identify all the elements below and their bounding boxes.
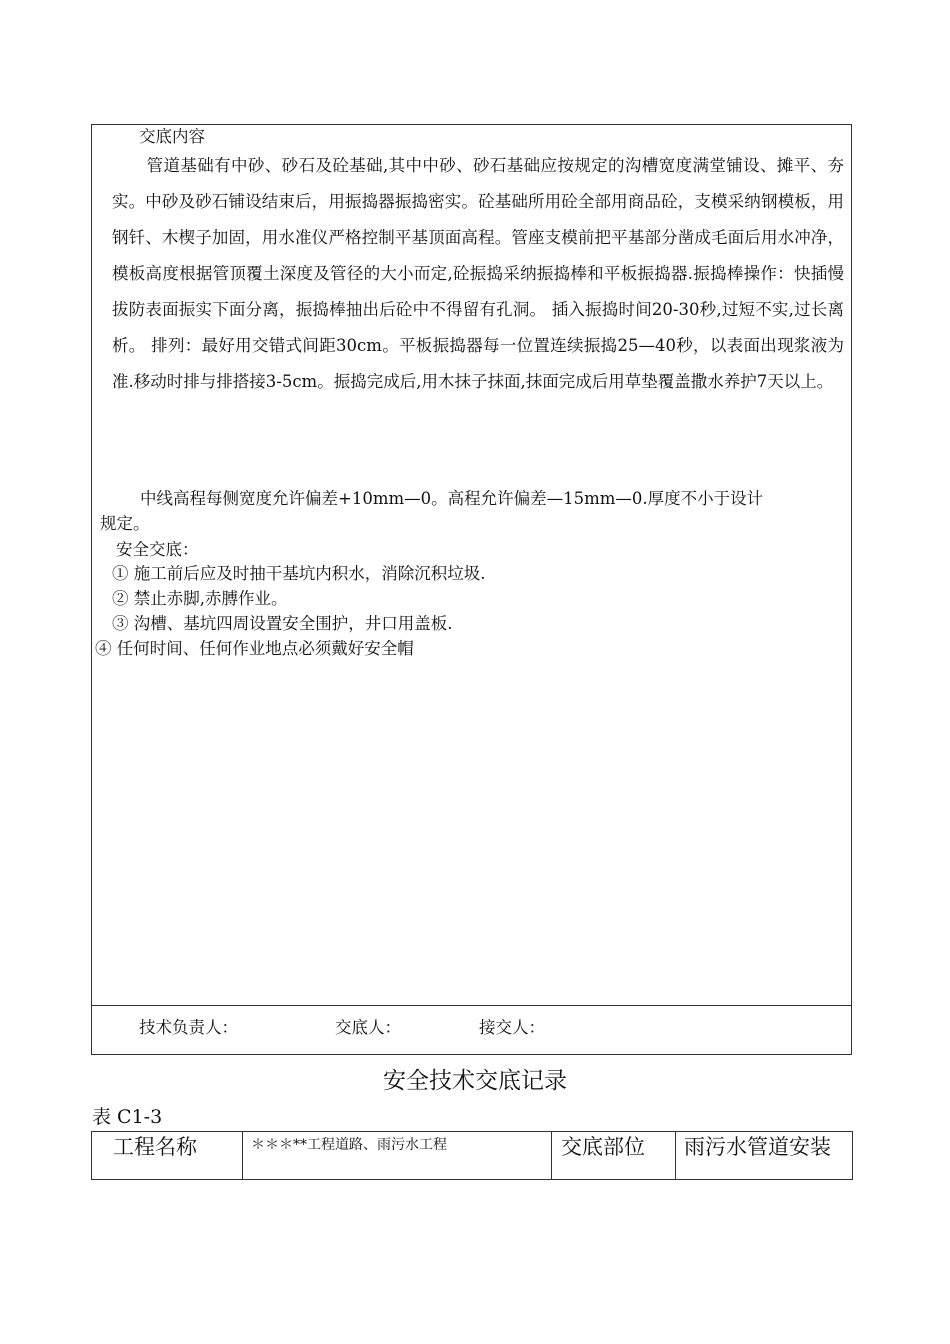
discloser-signature-label: 交底人： — [335, 1018, 401, 1037]
safety-item: ③ 沟槽、基坑四周设置安全围护，井口用盖板. — [112, 614, 453, 633]
tolerance-line-2: 规定。 — [100, 514, 150, 533]
signature-divider — [92, 1005, 851, 1006]
tolerance-line-1: 中线高程每侧宽度允许偏差+10mm—0。高程允许偏差—15mm—0.厚度不小于设计 — [140, 489, 764, 508]
receiver-signature-label: 接交人： — [479, 1018, 545, 1037]
content-heading: 交底内容 — [139, 127, 205, 146]
tech-lead-signature-label: 技术负责人： — [139, 1018, 238, 1037]
disclosure-content-box — [91, 124, 852, 1055]
disclosure-part-value: 雨污水管道安装 — [676, 1132, 853, 1180]
record-title: 安全技术交底记录 — [383, 1068, 567, 1094]
table-number-label: 表 C1-3 — [92, 1106, 163, 1128]
content-paragraph: 管道基础有中砂、砂石及砼基础,其中中砂、砂石基础应按规定的沟槽宽度满堂铺设、摊平、夯实。中砂及砂石铺设结束后，用振捣器振捣密实。砼基础所用砼全部用商品砼，支模采纳钢模板，用钢钎、木楔子加固，用水准仪严格控制平基顶面高程。管座支模前把平基部分凿成毛面后用水冲净，模板高度根据管顶覆土深度及管径的大小而定,砼振捣采纳振捣棒和平板振捣器.振捣棒操作：快插慢拔防表面振实下面分离，振捣棒抽出后砼中不得留有孔洞。 插入振捣时间20-30秒,过短不实,过长离析。 排列：最好用交错式间距30cm。平板振捣器每一位置连续振捣25—40秒，以表面出现浆液为准.移动时排与排搭接3-5cm。振捣完成后,用木抹子抹面,抹面完成后用草垫覆盖撒水养护7天以上。 — [112, 156, 844, 391]
project-info-table — [91, 1131, 853, 1180]
safety-item: ① 施工前后应及时抽干基坑内积水，消除沉积垃圾. — [112, 564, 486, 583]
project-name-value: ＊＊＊**工程道路、雨污水工程 — [243, 1132, 552, 1180]
project-name-label: 工程名称 — [92, 1132, 243, 1180]
disclosure-part-label: 交底部位 — [552, 1132, 676, 1180]
safety-item: ② 禁止赤脚,赤膊作业。 — [112, 589, 288, 608]
safety-heading: 安全交底： — [116, 540, 199, 559]
safety-item: ④ 任何时间、任何作业地点必须戴好安全帽 — [95, 639, 414, 658]
